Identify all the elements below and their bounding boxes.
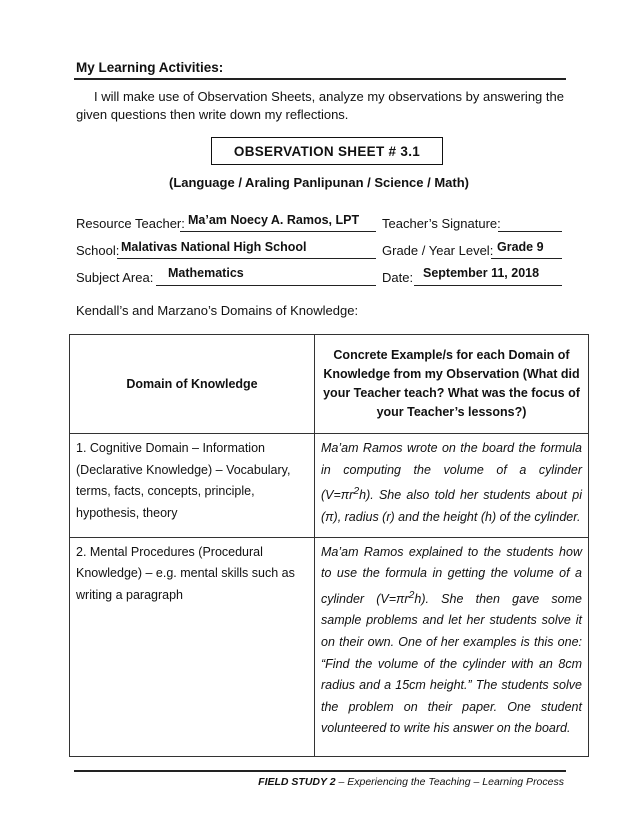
resource-teacher-label: Resource Teacher: [76,216,185,231]
signature-label: Teacher’s Signature: [382,216,501,231]
table-row [70,537,589,756]
signature-underline [498,231,562,232]
resource-teacher-underline [180,231,376,232]
table-header-domain [70,335,315,434]
footer-divider [74,770,566,772]
table-header-row [70,335,589,434]
example-text-part1: Ma’am Ramos explained to the students how to use the formula in getting the volume of a cylinder (V=πr [321,544,582,606]
grade-underline [491,258,562,259]
date-value: September 11, 2018 [423,266,540,280]
date-underline [414,285,562,286]
domains-table [69,334,589,757]
intro-paragraph: I will make use of Observation Sheets, analyze my observations by answering the given questions then write down my reflections. [76,89,564,122]
observation-sheet-title [211,137,443,165]
school-label: School: [76,243,120,258]
kendall-marzano-line: Kendall’s and Marzano’s Domains of Knowledge: [76,303,359,318]
example-text-part1: Ma’am Ramos wrote on the board the formula in computing the volume of a cylinder (V=πr [321,441,582,503]
subject-label: Subject Area: [76,270,154,285]
superscript-2: 2 [408,589,415,601]
header-examples-text: Concrete Example/s for each Domain of Knowledge from my Observation (What did your Teacher teach? What was the focus of your Teacher’s lessons?) [323,348,580,419]
subjects-line: (Language / Araling Panlipunan / Science / Math) [168,175,469,190]
section-title: My Learning Activities: [76,60,224,75]
subject-underline [156,285,376,286]
grade-label: Grade / Year Level: [382,243,494,258]
school-underline [117,258,376,259]
domain-cell: 2. Mental Procedures (Procedural Knowledge) – e.g. mental skills such as writing a paragraph [70,537,315,756]
example-cell [315,537,589,756]
domain-cell: 1. Cognitive Domain – Information (Declarative Knowledge) – Vocabulary, terms, facts, concepts, principle, hypothesis, theory [70,434,315,538]
header-domain-text: Domain of Knowledge [126,376,258,391]
footer-subtitle: – Experiencing the Teaching – Learning Process [335,776,564,788]
grade-value: Grade 9 [497,240,544,254]
school-value: Malativas National High School [121,240,307,254]
example-cell [315,434,589,538]
superscript-2: 2 [353,486,360,498]
observation-sheet-title-text: OBSERVATION SHEET # 3.1 [233,143,421,159]
date-label: Date: [382,270,414,285]
page-footer [258,776,564,788]
subject-value: Mathematics [168,266,244,280]
footer-course: FIELD STUDY 2 [258,776,336,788]
table-header-examples [315,335,589,434]
resource-teacher-value: Ma’am Noecy A. Ramos, LPT [188,213,360,227]
example-text-part2: h). She also told her students about pi (π), radius (r) and the height (h) of the cylinder. [321,488,582,524]
table-row [70,434,589,538]
example-text-part2: h). She then gave some sample problems and let her students solve it on their own. One of her examples is this one: “Find the volume of the cylinder with an 8cm radius and a 15cm height.” The students solve the problem on their paper. One student volunteered to write his answer on the board. [321,591,582,736]
header-divider [74,78,566,80]
